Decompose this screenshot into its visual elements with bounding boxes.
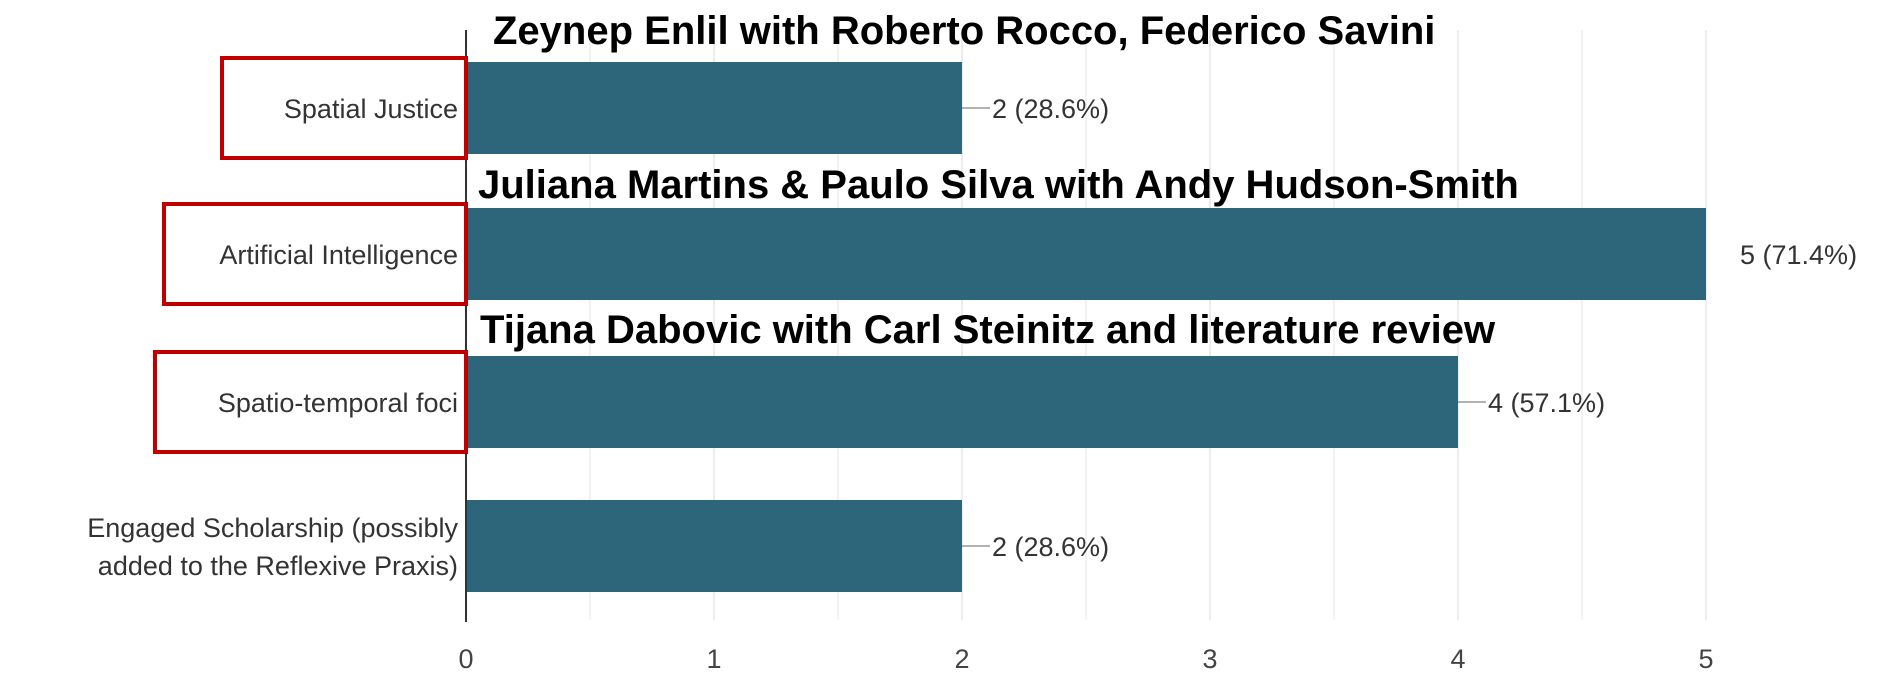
bar-annotation: Juliana Martins & Paulo Silva with Andy Hudson-Smith — [478, 163, 1519, 207]
category-label: Spatial Justice — [283, 94, 458, 124]
data-label: 4 (57.1%) — [1488, 388, 1606, 418]
x-tick-label: 2 — [954, 644, 970, 674]
bar-1 — [466, 62, 962, 154]
bar-3 — [466, 356, 1458, 448]
category-label: Engaged Scholarship (possibly — [87, 513, 458, 543]
bar-annotation: Zeynep Enlil with Roberto Rocco, Federico Savini — [493, 9, 1436, 53]
x-tick-label: 0 — [458, 644, 474, 674]
category-label: Artificial Intelligence — [219, 240, 458, 270]
category-label: added to the Reflexive Praxis) — [97, 551, 458, 581]
data-label: 2 (28.6%) — [992, 532, 1110, 562]
bar-annotation: Tijana Dabovic with Carl Steinitz and literature review — [480, 308, 1496, 352]
data-label: 2 (28.6%) — [992, 94, 1110, 124]
x-tick-label: 1 — [706, 644, 722, 674]
category-label: Spatio-temporal foci — [217, 388, 458, 418]
x-tick-label: 5 — [1698, 644, 1714, 674]
data-label: 5 (71.4%) — [1740, 240, 1858, 270]
x-tick-label: 3 — [1202, 644, 1218, 674]
x-tick-label: 4 — [1450, 644, 1466, 674]
bar-4 — [466, 500, 962, 592]
bar-2 — [466, 208, 1706, 300]
